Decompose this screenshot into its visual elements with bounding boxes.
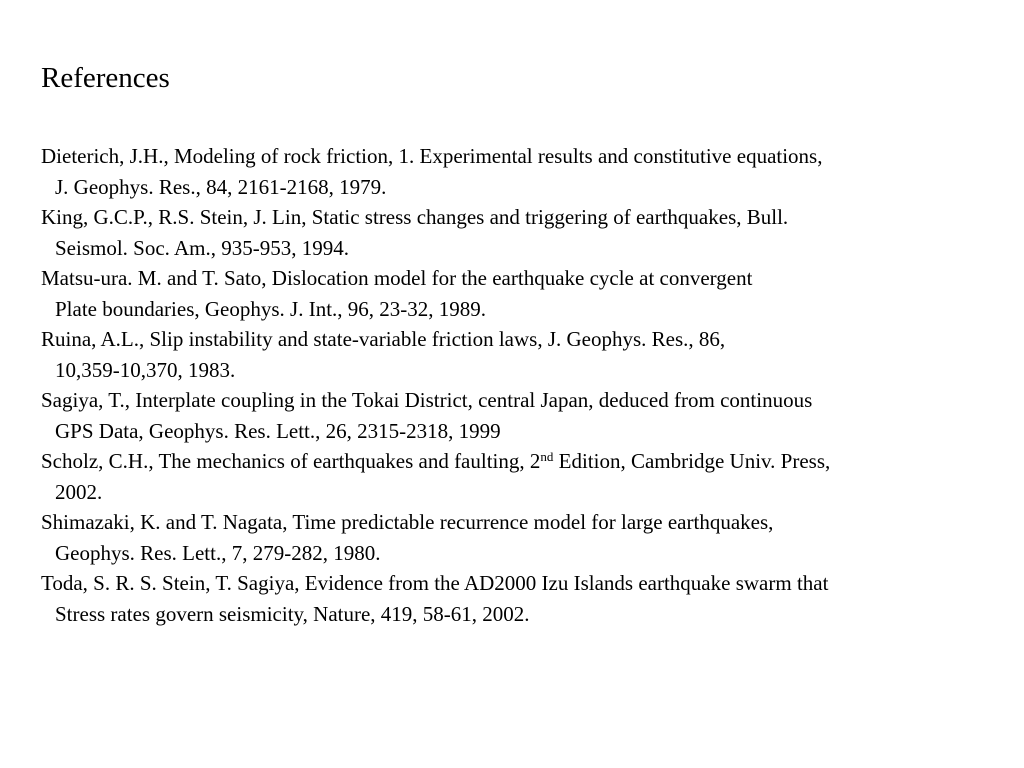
reference-line-continued: 10,359-10,370, 1983. — [55, 357, 236, 382]
reference-item — [41, 507, 1016, 568]
reference-line: Matsu-ura. M. and T. Sato, Dislocation model for the earthquake cycle at convergent — [41, 266, 753, 290]
reference-line-continued: J. Geophys. Res., 84, 2161-2168, 1979. — [55, 174, 387, 199]
reference-line-continued: Geophys. Res. Lett., 7, 279-282, 1980. — [55, 540, 381, 565]
reference-text: Scholz, C.H., The mechanics of earthquakes and faulting, 2 — [41, 449, 541, 473]
reference-list — [41, 141, 1016, 629]
reference-line — [41, 446, 1016, 477]
reference-line: Toda, S. R. S. Stein, T. Sagiya, Evidence from the AD2000 Izu Islands earthquake swarm that — [41, 571, 829, 595]
reference-line: Shimazaki, K. and T. Nagata, Time predictable recurrence model for large earthquakes, — [41, 510, 774, 534]
reference-item — [41, 202, 1016, 263]
reference-line: Dieterich, J.H., Modeling of rock friction, 1. Experimental results and constitutive equations, — [41, 144, 823, 168]
reference-line: Sagiya, T., Interplate coupling in the Tokai District, central Japan, deduced from continuous — [41, 388, 813, 412]
reference-line-continued: Seismol. Soc. Am., 935-953, 1994. — [55, 235, 350, 260]
reference-line-continued: Stress rates govern seismicity, Nature, 419, 58-61, 2002. — [55, 601, 530, 626]
reference-line-continued: GPS Data, Geophys. Res. Lett., 26, 2315-2318, 1999 — [55, 418, 501, 443]
page-title: References — [41, 62, 170, 94]
reference-item — [41, 141, 1016, 202]
reference-item — [41, 385, 1016, 446]
reference-line: Ruina, A.L., Slip instability and state-variable friction laws, J. Geophys. Res., 86, — [41, 327, 726, 351]
reference-item — [41, 263, 1016, 324]
reference-line-continued: Plate boundaries, Geophys. J. Int., 96, 23-32, 1989. — [55, 296, 487, 321]
superscript-text: nd — [540, 449, 554, 464]
reference-line-continued: 2002. — [55, 479, 103, 504]
reference-item — [41, 568, 1016, 629]
reference-item — [41, 324, 1016, 385]
reference-line: King, G.C.P., R.S. Stein, J. Lin, Static stress changes and triggering of earthquakes, Bull. — [41, 205, 789, 229]
reference-text: Edition, Cambridge Univ. Press, — [553, 449, 831, 473]
reference-item — [41, 446, 1016, 507]
